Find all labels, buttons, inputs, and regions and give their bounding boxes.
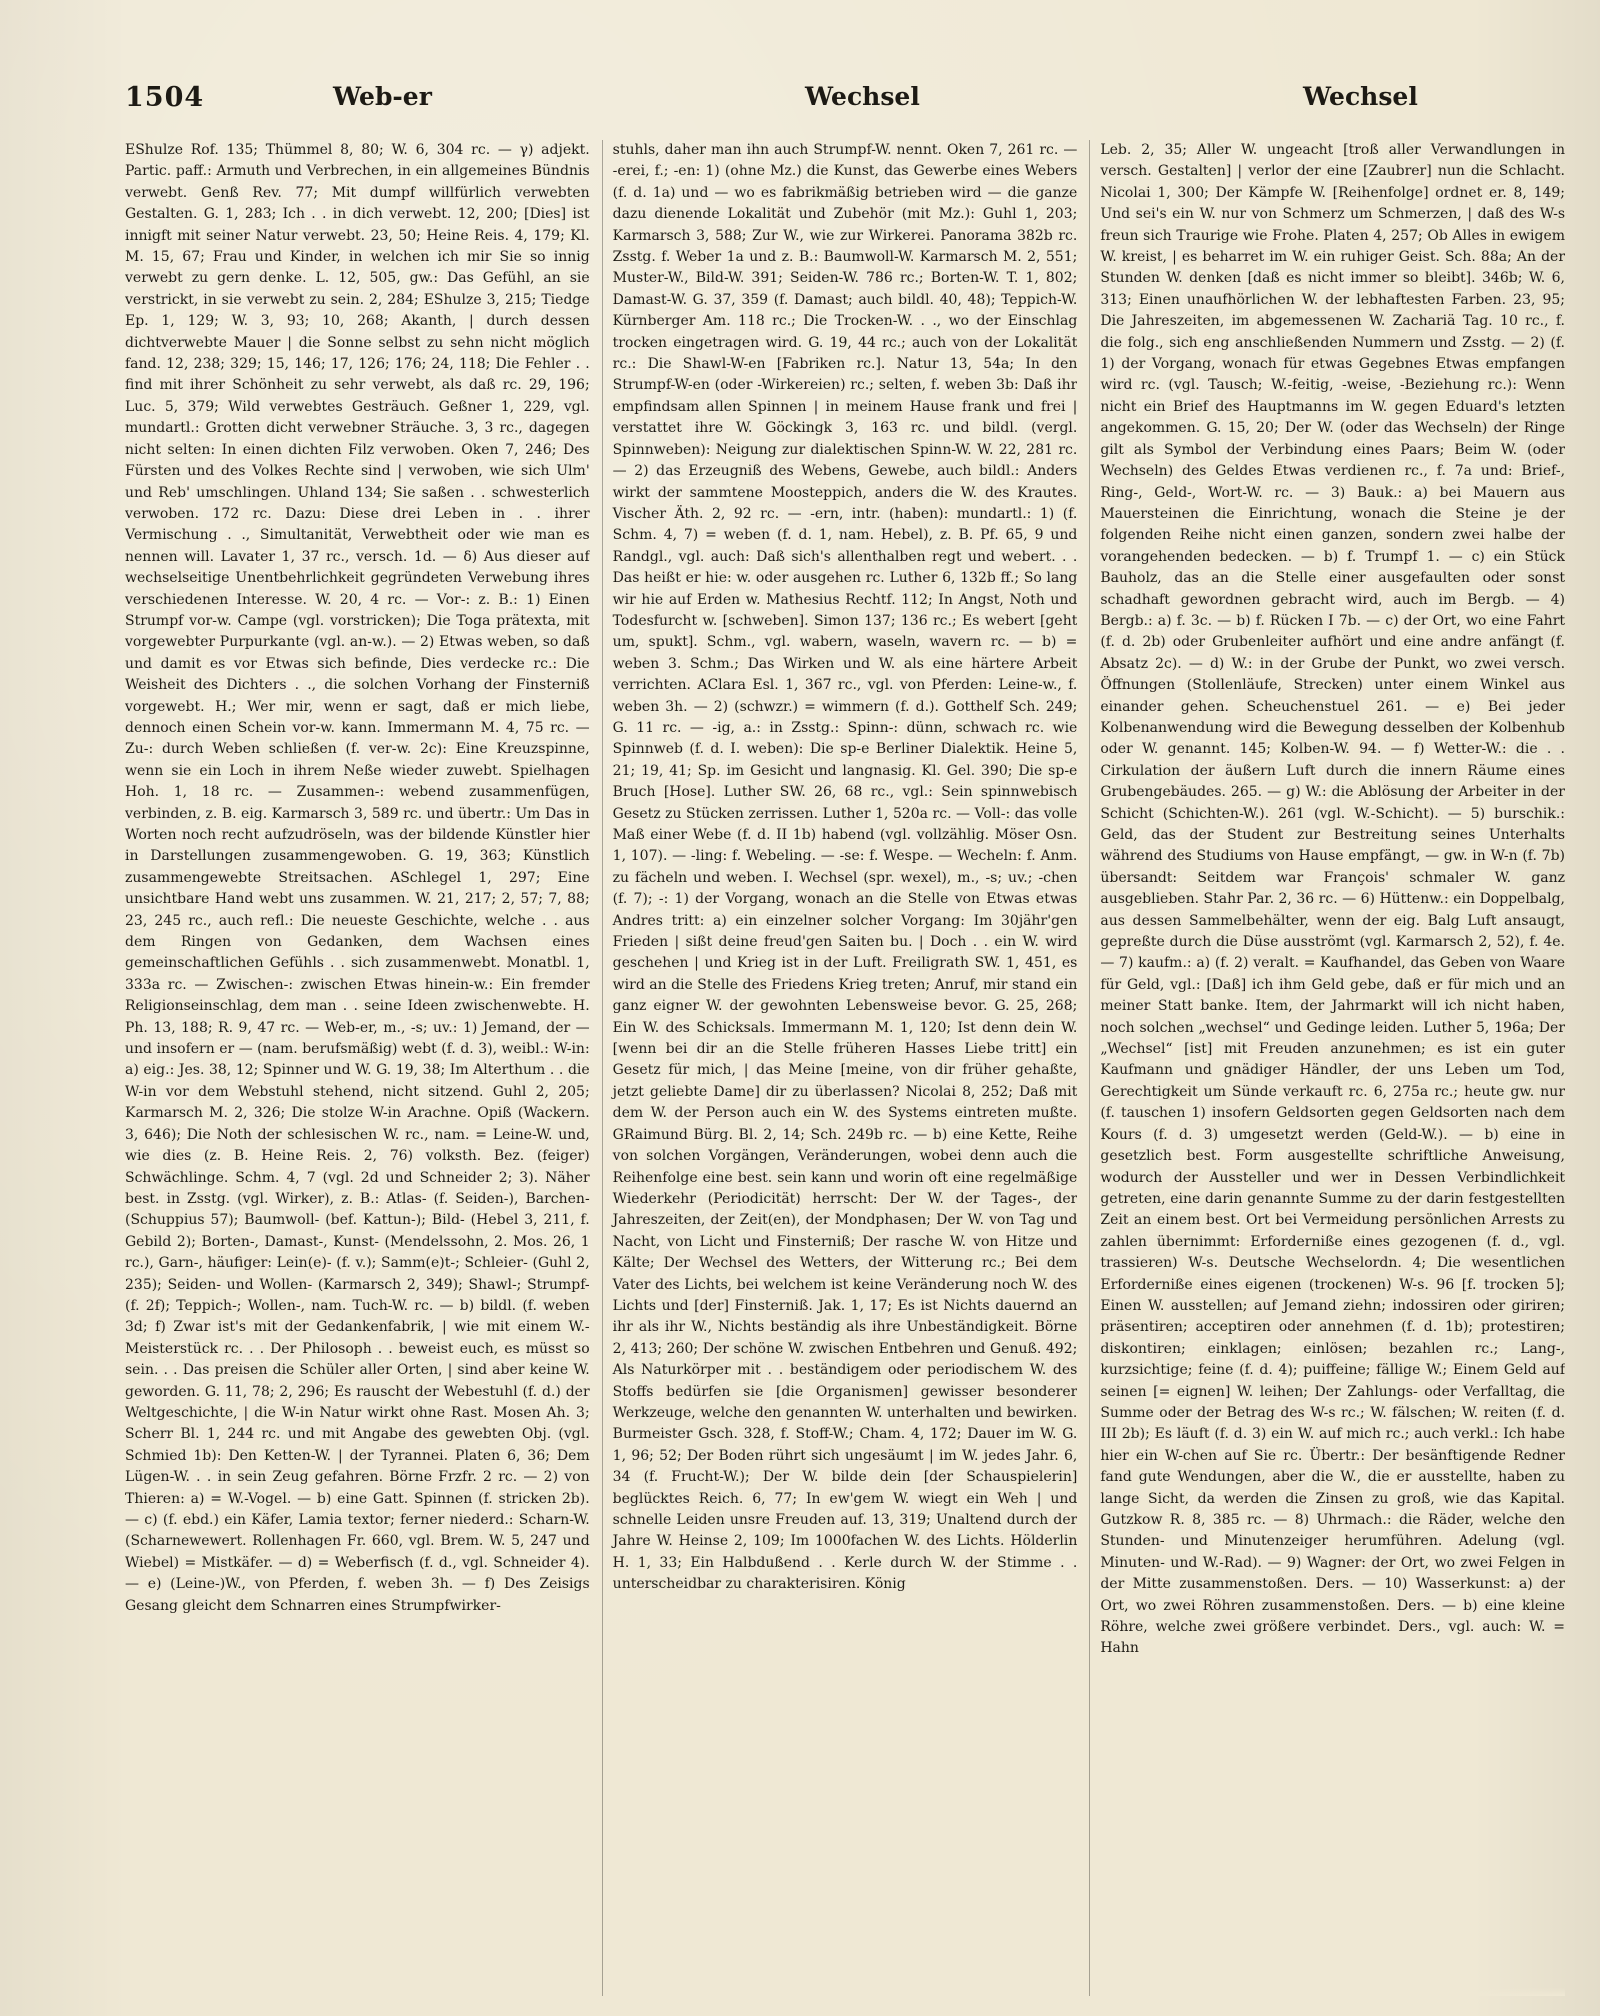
page-number: 1504 [125,82,205,113]
column-right [1089,140,1565,1996]
running-head-left: Web-er [333,82,432,111]
column-middle [602,140,1078,1996]
page-header [125,82,1565,118]
running-head-center: Wechsel [805,82,920,111]
running-head-right: Wechsel [1303,82,1418,111]
column-left [125,140,590,1996]
column-text: stuhls, daher man ihn auch Strumpf-W. nennt. Oken 7, 261 rc. — -erei, f.; -en: 1) (ohne Mz.) die Kunst, das Gewerbe eines Webers (f. d. 1a) und — wo es fabrikmäßig betrieben wird — die ganze dazu dienende Lokalität und Zubehör (mit Mz.): Guhl 1, 203; Karmarsch 3, 588; Zur W., wie zur Wirkerei. Panorama 382b rc. Zsstg. f. Weber 1a und z. B.: Baumwoll-W. Karmarsch M. 2, 551; Muster-W., Bild-W. 391; Seiden-W. 786 rc.; Borten-W. T. 1, 802; Damast-W. G. 37, 359 (f. Damast; auch bildl. 40, 48); Teppich-W. Kürnberger Am. 118 rc.; Die Trocken-W. . ., wo der Einschlag trocken eingetragen wird. G. 19, 44 rc.; auch von der Lokalität rc.: Die Shawl-W-en [Fabriken rc.]. Natur 13, 54a; In den Strumpf-W-en (oder -Wirkereien) rc.; selten, f. weben 3b: Daß ihr empfindsam allen Spinnen | in meinem Hause frank und frei | verstattet ihre W. Göckingk 3, 163 rc. und bildl. (vergl. Spinnweben): Neigung zur dialektischen Spinn-W. W. 22, 281 rc. — 2) das Erzeugniß des Webens, Gewebe, auch bildl.: Anders wirkt der sammtene Moosteppich, anders die W. des Krautes. Vischer Äth. 2, 92 rc. — -ern, intr. (haben): mundartl.: 1) (f. Schm. 4, 7) = weben (f. d. 1, nam. Hebel), z. B. Pf. 65, 9 und Randgl., vgl. auch: Daß sich's allenthalben regt und webert. . . Das heißt er hie: w. oder ausgehen rc. Luther 6, 132b ff.; So lang wir hie auf Erden w. Mathesius Rechtf. 112; In Angst, Noth und Todesfurcht w. [schweben]. Simon 137; 136 rc.; Es webert [geht um, spukt]. Schm., vgl. wabern, waseln, wavern rc. — b) = weben 3. Schm.; Das Wirken und W. als eine härtere Arbeit verrichten. AClara Esl. 1, 367 rc., vgl. von Pferden: Leine-w., f. weben 3h. — 2) (schwzr.) = wimmern (f. d.). Gotthelf Sch. 249; G. 11 rc. — -ig, a.: in Zsstg.: Spinn-: dünn, schwach rc. wie Spinnweb (f. d. I. weben): Die sp-e Berliner Dialektik. Heine 5, 21; 19, 41; Sp. im Gesicht und langnasig. Kl. Gel. 390; Die sp-e Bruch [Hose]. Luther SW. 26, 68 rc., vgl.: Sein spinnwebisch Gesetz zu Stücken zerrissen. Luther 1, 520a rc. — Voll-: das volle Maß einer Webe (f. d. II 1b) habend (vgl. vollzählig. Möser Osn. 1, 107). — -ling: f. Webeling. — -se: f. Wespe. — Wecheln: f. Anm. zu fächeln und weben. I. Wechsel (spr. wexel), m., -s; uv.; -chen (f. 7); -: 1) der Vorgang, wonach an die Stelle von Etwas etwas Andres tritt: a) ein einzelner solcher Vorgang: Im 30jähr'gen Frieden | sißt deine freud'gen Saiten bu. | Doch . . ein W. wird geschehen | und Krieg ist in der Luft. Freiligrath SW. 1, 451, es wird an die Stelle des Friedens Krieg treten; Anruf, mir stand ein ganz eigner W. der gewohnten Lebensweise bevor. G. 25, 268; Ein W. des Schicksals. Immermann M. 1, 120; Ist denn dein W. [wenn bei dir an die Stelle früheren Hasses Liebe tritt] ein Gesetz für mich, | das Meine [meine, von dir früher gehaßte, jetzt geliebte Dame] dir zu überlassen? Nicolai 8, 252; Daß mit dem W. der Person auch ein W. des Systems eintreten mußte. GRaimund Bürg. Bl. 2, 14; Sch. 249b rc. — b) eine Kette, Reihe von solchen Vorgängen, Veränderungen, wobei denn auch die Reihenfolge eine best. sein kann und worin oft eine regelmäßige Wiederkehr (Periodicität) herrscht: Der W. der Tages-, der Jahreszeiten, der Zeit(en), der Mondphasen; Der W. von Tag und Nacht, von Licht und Finsterniß; Der rasche W. von Hitze und Kälte; Der Wechsel des Wetters, der Witterung rc.; Bei dem Vater des Lichts, bei welchem ist keine Veränderung noch W. des Lichts und [der] Finsterniß. Jak. 1, 17; Es ist Nichts dauernd an ihr als ihr W., Nichts beständig als ihre Unbeständigkeit. Börne 2, 413; 260; Der schöne W. zwischen Entbehren und Genuß. 492; Als Naturkörper mit . . beständigem oder periodischem W. des Stoffs bedürfen sie [die Organismen] gewisser besonderer Werkzeuge, welche den genannten W. unterhalten und bewirken. Burmeister Gsch. 328, f. Stoff-W.; Cham. 4, 172; Dauer im W. G. 1, 96; 52; Der Boden rührt sich ungesäumt | im W. jedes Jahr. 6, 34 (f. Frucht-W.); Der W. bilde dein [der Schauspielerin] beglücktes Reich. 6, 77; In ew'gem W. wiegt ein Weh | und schnelle Leiden unsre Freuden auf. 13, 319; Unaltend durch der Jahre W. Heinse 2, 109; Im 1000fachen W. des Lichts. Hölderlin H. 1, 33; Ein Halbdußend . . Kerle durch W. der Stimme . . unterscheidbar zu charakterisiren. König [612,142,1078,1593]
column-text: EShulze Rof. 135; Thümmel 8, 80; W. 6, 304 rc. — γ) adjekt. Partic. paff.: Armuth und Verbrechen, in ein allgemeines Bündnis verwebt. Genß Rev. 77; Mit dumpf willfürlich verwebten Gestalten. G. 1, 283; Ich . . in dich verwebt. 12, 200; [Dies] ist innigft mit seiner Natur verwebt. 23, 50; Heine Reis. 4, 179; Kl. M. 15, 67; Frau und Kinder, in welchen ich mir Sie so innig verwebt zu gern denke. L. 12, 505, gw.: Das Gefühl, an sie verstrickt, in sie verwebt zu sein. 2, 284; EShulze 3, 215; Tiedge Ep. 1, 129; W. 3, 93; 10, 268; Akanth, | durch dessen dichtverwebte Mauer | die Sonne selbst zu sehn nicht möglich fand. 12, 238; 329; 15, 146; 17, 126; 176; 24, 118; Die Fehler . . find mit ihrer Schönheit zu sehr verwebt, als daß rc. 29, 196; Luc. 5, 379; Wild verwebtes Gesträuch. Geßner 1, 229, vgl. mundartl.: Grotten dicht verwebner Sträuche. 3, 3 rc., dagegen nicht selten: In einen dichten Filz verwoben. Oken 7, 246; Des Fürsten und des Volkes Rechte sind | verwoben, wie sich Ulm' und Reb' umschlingen. Uhland 134; Sie saßen . . schwesterlich verwoben. 172 rc. Dazu: Diese drei Leben in . . ihrer Vermischung . ., Simultanität, Verwebtheit oder wie man es nennen will. Lavater 1, 37 rc., versch. 1d. — δ) Aus dieser auf wechselseitige Unentbehrlichkeit gegründeten Verwebung ihres verschiedenen Interesse. W. 20, 4 rc. — Vor-: z. B.: 1) Einen Strumpf vor-w. Campe (vgl. vorstricken); Die Toga prätexta, mit vorgewebter Purpurkante (vgl. an-w.). — 2) Etwas weben, so daß und damit es vor Etwas sich befinde, Dies verdecke rc.: Die Weisheit des Dichters . ., die solchen Vorhang der Finsterniß vorgewebt. H.; Wer mir, wenn er sagt, daß er mich liebe, dennoch einen Schein vor-w. kann. Immermann M. 4, 75 rc. — Zu-: durch Weben schließen (f. ver-w. 2c): Eine Kreuzspinne, wenn sie ein Loch in ihrem Neße wieder zuwebt. Spielhagen Hoh. 1, 18 rc. — Zusammen-: webend zusammenfügen, verbinden, z. B. eig. Karmarsch 3, 589 rc. und übertr.: Um Das in Worten noch recht aufzudröseln, was der bildende Künstler hier in Darstellungen zusammengewoben. G. 19, 363; Künstlich zusammengewebte Streitsachen. ASchlegel 1, 297; Eine unsichtbare Hand webt uns zusammen. W. 21, 217; 2, 57; 7, 88; 23, 245 rc., auch refl.: Die neueste Geschichte, welche . . aus dem Ringen von Gedanken, dem Wachsen eines gemeinschaftlichen Gefühls . . sich zusammenwebt. Monatbl. 1, 333a rc. — Zwischen-: zwischen Etwas hinein-w.: Ein fremder Religionseinschlag, dem man . . seine Ideen zwischenwebte. H. Ph. 13, 188; R. 9, 47 rc. — Web-er, m., -s; uv.: 1) Jemand, der — und insofern er — (nam. berufsmäßig) webt (f. d. 3), weibl.: W-in: a) eig.: Jes. 38, 12; Spinner und W. G. 19, 38; Im Alterthum . . die W-in vor dem Webstuhl stehend, nicht sitzend. Guhl 2, 205; Karmarsch M. 2, 326; Die stolze W-in Arachne. Opiß (Wackern. 3, 646); Die Noth der schlesischen W. rc., nam. = Leine-W. und, wie dies (z. B. Heine Reis. 2, 76) volksth. Bez. (feiger) Schwächlinge. Schm. 4, 7 (vgl. 2d und Schneider 2; 3). Näher best. in Zsstg. (vgl. Wirker), z. B.: Atlas- (f. Seiden-), Barchen- (Schuppius 57); Baumwoll- (bef. Kattun-); Bild- (Hebel 3, 211, f. Gebild 2); Borten-, Damast-, Kunst- (Mendelssohn, 2. Mos. 26, 1 rc.), Garn-, häufiger: Lein(e)- (f. v.); Samm(e)t-; Schleier- (Guhl 2, 235); Seiden- und Wollen- (Karmarsch 2, 349); Shawl-; Strumpf- (f. 2f); Teppich-; Wollen-, nam. Tuch-W. rc. — b) bildl. (f. weben 3d; f) Zwar ist's mit der Gedankenfabrik, | wie mit einem W.-Meisterstück rc. . . Der Philosoph . . beweist euch, es müsst so sein. . . Das preisen die Schüler aller Orten, | sind aber keine W. geworden. G. 11, 78; 2, 296; Es rauscht der Webestuhl (f. d.) der Weltgeschichte, | die W-in Natur wirkt ohne Rast. Mosen Ah. 3; Scherr Bl. 1, 244 rc. und mit Angabe des gewebten Obj. (vgl. Schmied 1b): Den Ketten-W. | der Tyrannei. Platen 6, 36; Dem Lügen-W. . . in sein Zeug gefahren. Börne Frzfr. 2 rc. — 2) von Thieren: a) = W.-Vogel. — b) eine Gatt. Spinnen (f. stricken 2b). — c) (f. ebd.) ein Käfer, Lamia textor; ferner niederd.: Scharn-W. (Scharnewewert. Rollenhagen Fr. 660, vgl. Brem. W. 5, 247 und Wiebel) = Mistkäfer. — d) = Weberfisch (f. d., vgl. Schneider 4). — e) (Leine-)W., von Pferden, f. weben 3h. — f) Des Zeisigs Gesang gleicht dem Schnarren eines Strumpfwirker- [125,142,590,1614]
column-text: Leb. 2, 35; Aller W. ungeacht [troß aller Verwandlungen in versch. Gestalten] | verlor der eine [Zaubrer] nun die Schlacht. Nicolai 1, 300; Der Kämpfe W. [Reihenfolge] ordnet er. 8, 149; Und sei's ein W. nur von Schmerz um Schmerzen, | daß des W-s freun sich Traurige wie Frohe. Platen 4, 257; Ob Alles in ewigem W. kreist, | es beharret im W. ein ruhiger Geist. Sch. 88a; An der Stunden W. denken [daß es nicht immer so bleibt]. 346b; W. 6, 313; Einen unaufhörlichen W. der lebhaftesten Farben. 23, 95; Die Jahreszeiten, im abgemessenen W. Zachariä Tag. 10 rc., f. die folg., sich eng anschließenden Nummern und Zsstg. — 2) (f. 1) der Vorgang, wonach für etwas Gegebnes Etwas empfangen wird rc. (vgl. Tausch; W.-feitig, -weise, -Beziehung rc.): Wenn nicht ein Brief des Hauptmanns im W. gegen Eduard's letzten angekommen. G. 15, 20; Der W. (oder das Wechseln) der Ringe gilt als Symbol der Verbindung eines Paars; Beim W. (oder Wechseln) des Geldes Etwas verdienen rc., f. 7a und: Brief-, Ring-, Geld-, Wort-W. rc. — 3) Bauk.: a) bei Mauern aus Mauersteinen die Einrichtung, wonach die Steine je der folgenden Reihe nicht einen ganzen, sondern zwei halbe der vorangehenden bedecken. — b) f. Trumpf 1. — c) ein Stück Bauholz, das an die Stelle einer ausgefaulten oder sonst schadhaft gewordnen gebracht wird, auch im Bergb. — 4) Bergb.: a) f. 3c. — b) f. Rücken I 7b. — c) der Ort, wo eine Fahrt (f. d. 2b) oder Grubenleiter aufhört und eine andre anfängt (f. Absatz 2c). — d) W.: in der Grube der Punkt, wo zwei versch. Öffnungen (Stollenläufe, Strecken) unter einem Winkel aus einander gehen. Scheuchenstuel 261. — e) Bei jeder Kolbenanwendung wird die Bewegung desselben der Kolbenhub oder W. genannt. 145; Kolben-W. 94. — f) Wetter-W.: die . . Cirkulation der äußern Luft durch die innern Räume eines Grubengebäudes. 265. — g) W.: die Ablösung der Arbeiter in der Schicht (Schichten-W.). 261 (vgl. W.-Schicht). — 5) burschik.: Geld, das der Student zur Bestreitung seines Unterhalts während des Studiums von Hause empfängt, — gw. in W-n (f. 7b) übersandt: Seitdem war François' schmaler W. ganz ausgeblieben. Stahr Par. 2, 36 rc. — 6) Hüttenw.: ein Doppelbalg, aus dessen Sammelbehälter, wenn der eig. Balg Luft ansaugt, gepreßte durch die Düse ausströmt (vgl. Karmarsch 2, 52), f. 4e. — 7) kaufm.: a) (f. 2) veralt. = Kaufhandel, das Geben von Waare für Geld, vgl.: [Daß] ich ihm Geld gebe, daß er für mich und an meiner Statt banke. Item, der Jahrmarkt will ich nicht haben, noch solchen „wechsel“ und Gedinge leiden. Luther 5, 196a; Der „Wechsel“ [ist] mit Freuden anzunehmen; es ist ein guter Kaufmann und gnädiger Händler, der uns Leben um Tod, Gerechtigkeit um Sünde verkauft rc. 6, 275a rc.; heute gw. nur (f. tauschen 1) insofern Geldsorten gegen Geldsorten nach dem Kours (f. d. 3) umgesetzt werden (Geld-W.). — b) eine in gesetzlich best. Form ausgestellte schriftliche Anweisung, wodurch der Aussteller und wer in Dessen Verbindlichkeit getreten, eine darin genannte Summe zu der darin festgestellten Zeit an einem best. Ort bei Vermeidung persönlichen Arrests zu zahlen übernimmt: Erforderniße eines gezogenen (f. d., vgl. trassieren) W-s. Deutsche Wechselordn. 4; Die wesentlichen Erforderniße eines eigenen (trockenen) W-s. 96 [f. trocken 5]; Einen W. ausstellen; auf Jemand ziehn; indossiren oder giriren; präsentiren; acceptiren oder annehmen (f. d. 1b); protestiren; diskontiren; einklagen; einlösen; bezahlen rc.; Lang-, kurzsichtige; feine (f. d. 4); puiffeine; fällige W.; Einem Geld auf seinen [= eignen] W. leihen; Der Zahlungs- oder Verfalltag, die Summe oder der Betrag des W-s rc.; W. fälschen; W. reiten (f. d. III 2b); Es läuft (f. d. 3) ein W. auf mich rc.; auch verkl.: Ich habe hier ein W-chen auf Sie rc. Übertr.: Der besänftigende Redner fand gute Wendungen, aber die W., die er ausstellte, haben zu lange Sicht, da werden die Zinsen zu groß, wie das Kapital. Gutzkow R. 8, 385 rc. — 8) Uhrmach.: die Räder, welche den Stunden- und Minutenzeiger herumführen. Adelung (vgl. Minuten- und W.-Rad). — 9) Wagner: der Ort, wo zwei Felgen in der Mitte zusammenstoßen. Ders. — 10) Wasserkunst: a) der Ort, wo zwei Röhren zusammenstoßen. Ders. — b) eine kleine Röhre, welche zwei größere verbindet. Ders., vgl. auch: W. = Hahn [1100,142,1566,1657]
text-columns [125,140,1565,1996]
